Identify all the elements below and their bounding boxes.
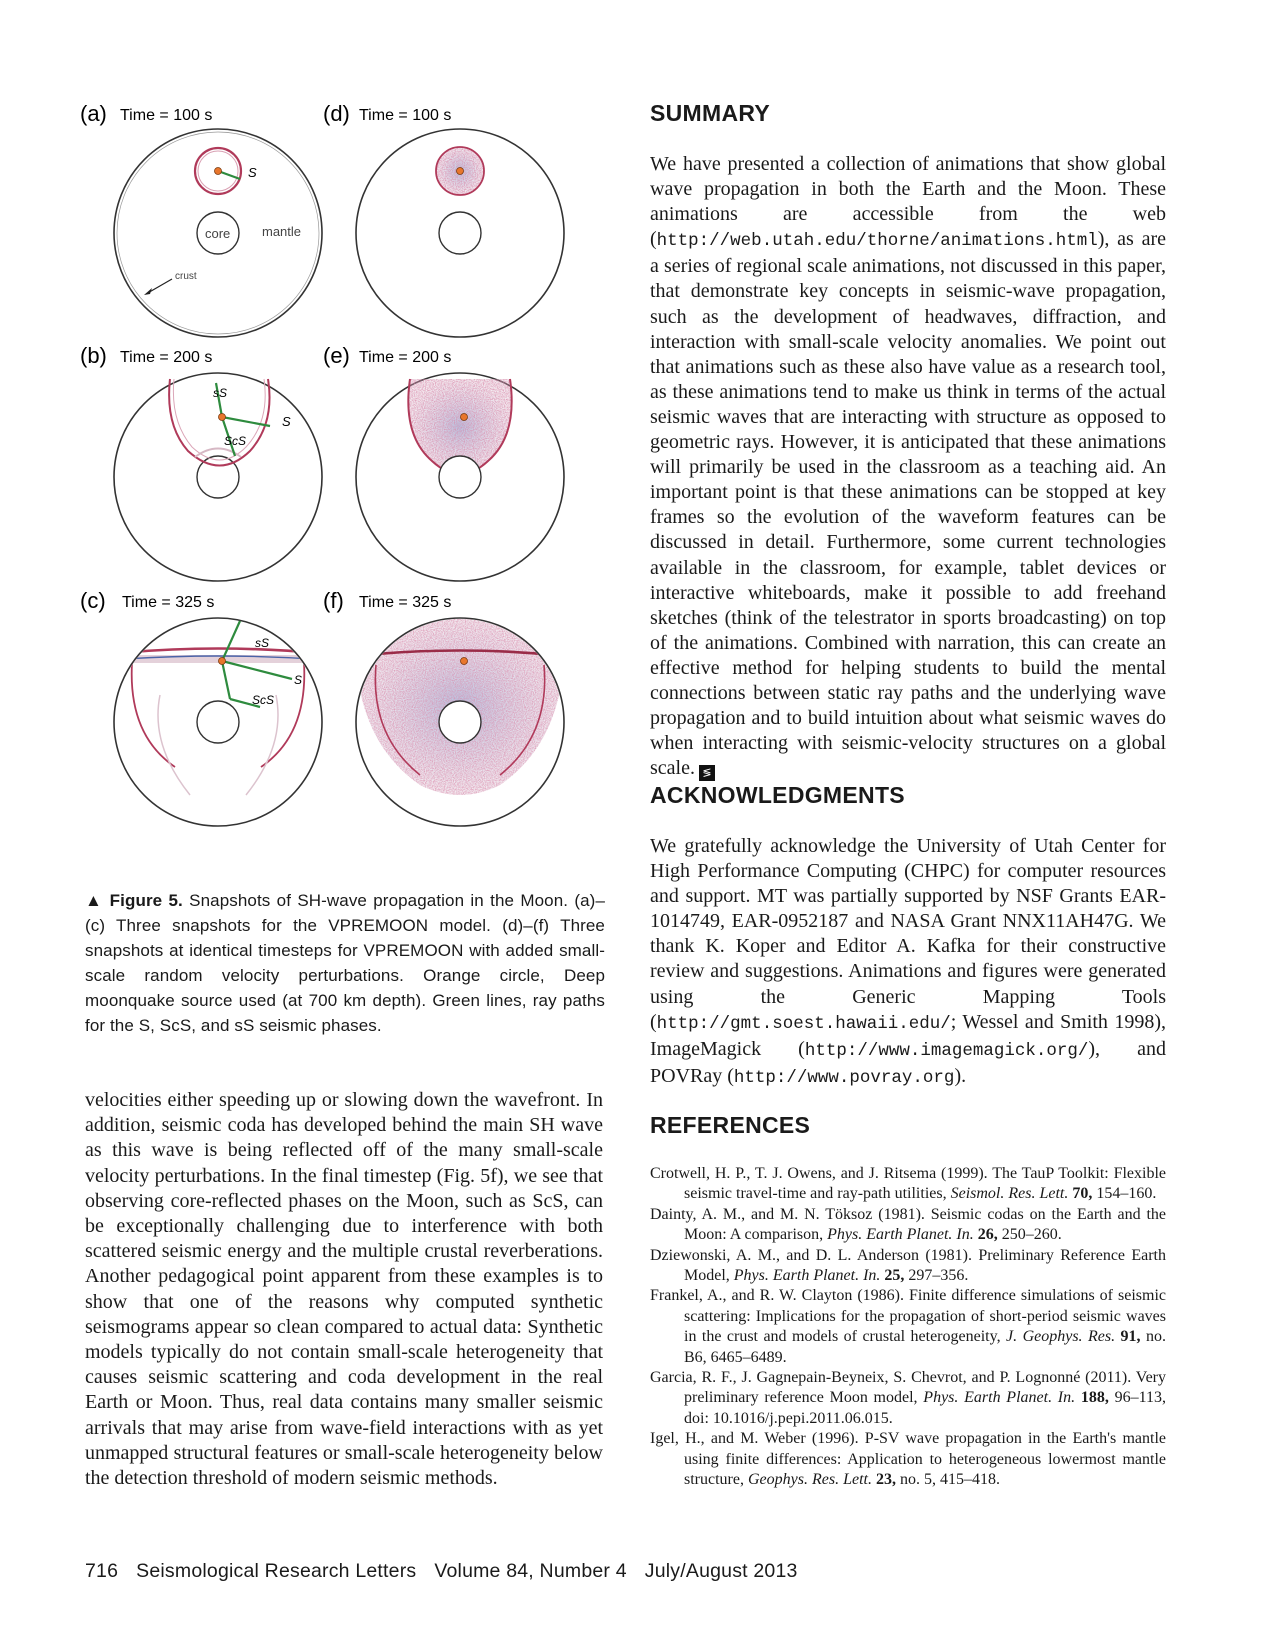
reference-pages: 154–160. — [1092, 1185, 1157, 1203]
coda — [246, 695, 278, 795]
panel-f-diagram — [356, 618, 564, 826]
reference-pages: 96–113, doi: 10.1016/j.pepi.2011.06.015. — [684, 1389, 1167, 1427]
panel-c-letter: (c) — [80, 588, 106, 613]
reference-item — [650, 1368, 1166, 1429]
core-circle — [439, 456, 481, 498]
reference-text: Igel, H., and M. Weber (1996). P-SV wave propagation in the Earth's mantle using finite differences: Application to heterogeneous lowermost mantle structure, — [650, 1430, 1166, 1489]
povray-url-link[interactable]: http://www.povray.org — [733, 1067, 955, 1088]
figure-5 — [80, 95, 610, 875]
wavefront-left — [132, 663, 175, 767]
reference-item — [650, 1205, 1166, 1246]
source-marker — [461, 414, 468, 421]
source-marker — [215, 168, 222, 175]
reference-text: Crotwell, H. P., T. J. Owens, and J. Ritsema (1999). The TauP Toolkit: Flexible seismic travel-time and ray-path utilities, — [650, 1165, 1166, 1203]
ack-text-2: ; Wessel and Smith 1998), ImageMagick ( — [650, 1010, 1166, 1060]
panel-d-time: Time = 100 s — [359, 107, 452, 124]
reference-item — [650, 1164, 1166, 1205]
panel-e-time: Time = 200 s — [359, 349, 452, 366]
panel-a-diagram — [114, 129, 322, 337]
ray-path-s — [222, 661, 292, 679]
reference-item — [650, 1429, 1166, 1490]
label-crust: crust — [175, 271, 197, 282]
panel-f-letter: (f) — [323, 588, 344, 613]
figure-5-svg — [80, 95, 610, 875]
imagemagick-url-link[interactable]: http://www.imagemagick.org/ — [804, 1040, 1089, 1061]
reference-item — [650, 1286, 1166, 1368]
summary-text-2: ), as are a series of regional scale animations, not discussed in this paper, that demonstrate key concepts in seismic-wave propagation, such as the development of headwaves, diffraction, and interaction with small-scale velocity anomalies. We point out that animations such as these also have value as a research tool, as these animations tend to make us think in terms of the actual seismic waves that are interacting with structure as opposed to geometric rays. However, it is anticipated that these animations will primarily be used in the classroom as a teaching aid. An important point is that these animations can be stopped at key frames so the evolution of the waveform features can be discussed in detail. Furthermore, some current technologies available in the classroom, for example, tablet devices or interactive whiteboards, make it possible to add freehand sketches (think of the telestrator in sports broadcasting) on top of the animations. Combined with narration, this can create an effective method for helping students to build the mental connections between static ray paths and the underlying wave propagation and to build intuition about what seismic waves do when interacting with seismic-velocity structures on a global scale. — [650, 228, 1166, 780]
core-circle — [439, 701, 481, 743]
reference-pages: no. B6, 6465–6489. — [684, 1328, 1167, 1366]
journal-name: Seismological Research Letters — [136, 1560, 417, 1582]
caption-text: Snapshots of SH-wave propagation in the Moon. (a)–(c) Three snapshots for the VPREMOON model. (d)–(f) Three snapshots at identical timesteps for VPREMOON with added small-scale random velocity perturbations. Orange circle, Deep moonquake source used (at 700 km depth). Green lines, ray paths for the S, ScS, and sS seismic phases. — [85, 891, 605, 1035]
reference-volume: 188, — [1075, 1389, 1109, 1407]
source-marker — [219, 658, 226, 665]
ack-text-1: We gratefully acknowledge the University of Utah Center for High Performance Computing (CHPC) for computer resources and support. MT was partially supported by NSF Grants EAR-1014749, EAR-0952187 and NASA Grant NNX11AH47G. We thank K. Koper and Editor A. Kafka for their constructive review and suggestions. Animations and figures were generated using the Generic Mapping Tools ( — [650, 835, 1166, 1033]
core-circle — [197, 701, 239, 743]
coda — [158, 695, 190, 795]
reference-text: Dziewonski, A. M., and D. L. Anderson (1981). Preliminary Reference Earth Model, — [650, 1246, 1166, 1285]
acknowledgments-paragraph — [650, 834, 1166, 1091]
label-s: S — [282, 414, 291, 429]
ray-path-scs-down — [222, 661, 230, 699]
source-marker — [219, 414, 226, 421]
panel-f-time: Time = 325 s — [359, 594, 452, 611]
core-circle — [439, 212, 481, 254]
figure-caption — [85, 888, 605, 1038]
label-ss: sS — [213, 386, 228, 400]
panel-e-letter: (e) — [323, 343, 350, 368]
reference-journal: Geophys. Res. Lett. — [747, 1471, 872, 1489]
panel-e-diagram — [356, 373, 564, 581]
body-paragraph-left: velocities either speeding up or slowing down the wavefront. In addition, seismic coda has developed behind the main SH wave as this wave is being reflected off of the many small-scale velocity perturbations. In the final timestep (Fig. 5f), we see that observing core-reflected phases on the Moon, such as ScS, can be exceptionally challenging due to interference with both scattered seismic energy and the multiple crustal reverberations. Another pedagogical point apparent from these examples is to show that one of the reasons why computed synthetic seismograms appear so clean compared to actual data: Synthetic models typically do not contain small-scale heterogeneity that causes seismic scattering and coda development in the real Earth or Moon. Thus, real data contains many smaller seismic arrivals that may arise from wave-field interactions with as yet unmapped structural features or small-scale heterogeneity below the detection threshold of modern seismic methods. — [85, 1089, 603, 1490]
summary-url-link[interactable]: http://web.utah.edu/thorne/animations.html — [656, 231, 1098, 252]
panel-a-time: Time = 100 s — [120, 107, 213, 124]
source-marker — [457, 168, 464, 175]
crust-arrowhead — [144, 288, 152, 295]
caption-lead: Figure 5. — [109, 891, 183, 910]
acknowledgments-heading: ACKNOWLEDGMENTS — [650, 782, 905, 808]
summary-heading: SUMMARY — [650, 100, 771, 126]
summary-text-1: We have presented a collection of animations that show global wave propagation in both the Earth and the Moon. These animations are accessible from the web ( — [650, 153, 1166, 251]
reference-volume: 70, — [1068, 1185, 1093, 1203]
panel-b-diagram — [114, 373, 322, 581]
reference-text: Garcia, R. F., J. Gagnepain-Beyneix, S. Chevrot, and P. Lognonné (2011). Very preliminary reference Moon model, — [650, 1369, 1166, 1407]
panel-d-diagram — [356, 129, 564, 337]
moon-outline — [114, 373, 322, 581]
reference-pages: 250–260. — [997, 1226, 1062, 1244]
gmt-url-link[interactable]: http://gmt.soest.hawaii.edu/ — [656, 1013, 951, 1034]
caption-marker: ▲ — [85, 891, 104, 910]
reference-volume: 23, — [871, 1471, 896, 1489]
summary-paragraph — [650, 152, 1166, 781]
panel-b-time: Time = 200 s — [120, 349, 213, 366]
reference-volume: 91, — [1115, 1328, 1141, 1346]
reference-journal: Phys. Earth Planet. In. — [923, 1389, 1076, 1407]
reference-journal: Seismol. Res. Lett. — [950, 1185, 1069, 1203]
reference-item — [650, 1246, 1166, 1287]
reference-pages: no. 5, 415–418. — [895, 1471, 1000, 1489]
journal-volume: Volume 84, Number 4 — [434, 1560, 627, 1582]
ack-text-3: ), and POVRay ( — [650, 1037, 1166, 1087]
panel-c-diagram — [110, 618, 330, 826]
reference-volume: 26, — [973, 1226, 998, 1244]
ack-text-4: ). — [954, 1064, 967, 1087]
reference-volume: 25, — [880, 1267, 905, 1285]
panel-b-letter: (b) — [80, 343, 107, 368]
page-footer — [85, 1560, 816, 1583]
panel-c-time: Time = 325 s — [122, 594, 215, 611]
label-ss: sS — [255, 636, 270, 650]
references-list — [650, 1164, 1166, 1491]
references-heading: REFERENCES — [650, 1112, 811, 1138]
label-s: S — [294, 673, 303, 687]
ray-path-s — [222, 417, 270, 426]
label-s: S — [248, 165, 257, 180]
label-core: core — [205, 226, 231, 241]
source-marker — [461, 658, 468, 665]
page-number: 716 — [85, 1560, 119, 1582]
panel-d-letter: (d) — [323, 101, 350, 126]
end-of-article-icon: ≶ — [699, 765, 715, 781]
reference-text: Dainty, A. M., and M. N. Töksoz (1981). Seismic codas on the Earth and the Moon: A comparison, — [650, 1205, 1166, 1244]
reference-journal: J. Geophys. Res. — [1006, 1328, 1116, 1346]
reference-pages: 297–356. — [904, 1267, 969, 1285]
label-scs: ScS — [224, 434, 247, 448]
reference-text: Frankel, A., and R. W. Clayton (1986). Finite difference simulations of seismic scattering: Implications for the propagation of short-period seismic waves in the crust and models of crustal heterogeneity, — [650, 1287, 1166, 1346]
issue-date: July/August 2013 — [644, 1560, 798, 1582]
panel-a-letter: (a) — [80, 101, 107, 126]
label-mantle: mantle — [262, 224, 302, 239]
reference-journal: Phys. Earth Planet. In. — [827, 1226, 974, 1244]
label-scs: ScS — [252, 693, 275, 707]
reference-journal: Phys. Earth Planet. In. — [733, 1267, 881, 1285]
